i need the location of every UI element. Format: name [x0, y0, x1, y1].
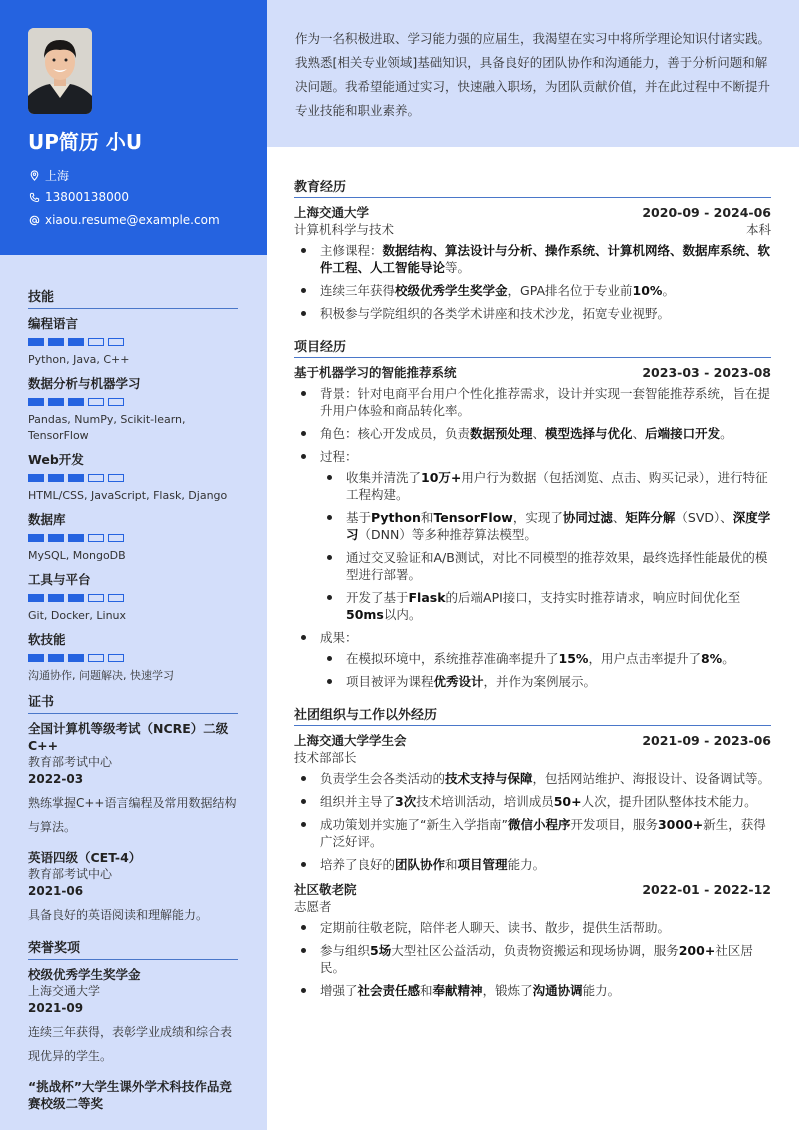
avatar [28, 28, 92, 114]
activity-org: 上海交通大学学生会 [294, 733, 407, 748]
text: ，并作为案例展示。 [483, 674, 597, 689]
activities-section [294, 704, 771, 999]
candidate-name: UP简历 小U [28, 130, 143, 154]
school-name: 上海交通大学 [294, 205, 370, 220]
skill-description: Git, Docker, Linux [28, 609, 127, 622]
activities-heading: 社团组织与工作以外经历 [294, 704, 771, 726]
skill-item [28, 315, 238, 368]
certificate-item [28, 720, 238, 839]
projects-heading: 项目经历 [294, 336, 771, 358]
bullet-item-results [294, 629, 771, 690]
education-date: 2020-09 - 2024-06 [642, 205, 771, 220]
bold-text: 数据结构、算法设计与分析、操作系统、计算机网络、数据库系统、软件工程、人工智能导论 [320, 243, 771, 275]
skill-level-segment [28, 594, 44, 602]
education-heading: 教育经历 [294, 176, 771, 198]
text: 在模拟环境中，系统推荐准确率提升了 [346, 651, 559, 666]
results-label: 成果： [320, 630, 358, 645]
bullet-item [294, 282, 771, 299]
sidebar-content [28, 286, 238, 1122]
bold-text: 数据预处理 [470, 426, 533, 441]
certificate-title: 全国计算机等级考试（NCRE）二级C++ [28, 721, 229, 753]
skill-level-segment [28, 338, 44, 346]
map-pin-icon [28, 170, 40, 182]
summary-band [267, 0, 799, 147]
bold-text: 50+ [553, 794, 582, 809]
activity-header [294, 881, 771, 898]
skill-description: Python, Java, C++ [28, 353, 130, 366]
contact-phone [28, 190, 129, 204]
text: 通过交叉验证和A/B测试，对比不同模型的推荐效果，最终选择性能最优的模型进行部署。 [346, 550, 768, 582]
certificate-description: 具备良好的英语阅读和理解能力。 [28, 908, 209, 922]
skills-section [28, 286, 238, 684]
skill-level-segment [88, 654, 104, 662]
skill-level-segment [48, 654, 64, 662]
activity-role: 技术部部长 [294, 750, 357, 765]
bold-text: Python [371, 510, 421, 525]
bullet-item-process [294, 448, 771, 623]
skill-level-segment [88, 338, 104, 346]
bold-text: 深度学习 [346, 510, 771, 542]
award-item [28, 1078, 238, 1112]
avatar-photo [28, 28, 92, 114]
text: 能力。 [582, 983, 621, 998]
bullet-item [320, 469, 771, 503]
skill-name: 工具与平台 [28, 572, 91, 587]
bold-text: 后端接口开发 [645, 426, 721, 441]
text: 参与组织 [320, 943, 371, 958]
bullet-item [294, 305, 771, 322]
bullet-item [294, 816, 771, 850]
text: 开发项目，服务 [570, 817, 658, 832]
bullet-item [320, 549, 771, 583]
skill-name: 编程语言 [28, 316, 79, 331]
bullet-item [320, 650, 771, 667]
skill-level-segment [48, 594, 64, 602]
skill-level-segment [88, 398, 104, 406]
activity-bullets [294, 919, 771, 999]
text: 用户行为数据（包括浏览、点击、购买记录），进行特征工程构建。 [346, 470, 768, 502]
activity-item [294, 881, 771, 999]
award-date: 2021-09 [28, 1001, 84, 1015]
skill-level-segment [108, 338, 124, 346]
phone-text[interactable]: 13800138000 [45, 190, 129, 204]
certificate-item [28, 849, 238, 927]
skill-level-segment [48, 474, 64, 482]
text: 、 [632, 426, 646, 441]
bold-text: 10% [632, 283, 663, 298]
bullet-item [294, 770, 771, 787]
text: 定期前往敬老院，陪伴老人聊天、读书、散步，提供生活帮助。 [320, 920, 671, 935]
text: 、 [612, 510, 626, 525]
bold-text: 矩阵分解 [625, 510, 676, 525]
certificate-issuer: 教育部考试中心 [28, 867, 113, 881]
certificates-heading: 证书 [28, 691, 238, 714]
award-description: 连续三年获得，表彰学业成绩和综合表现优异的学生。 [28, 1025, 233, 1063]
bold-text: 社会责任感 [357, 983, 421, 998]
text: 角色：核心开发成员，负责 [320, 426, 471, 441]
activity-date: 2022-01 - 2022-12 [642, 882, 771, 897]
bullet-item [294, 919, 771, 936]
skill-description: 沟通协作, 问题解决, 快速学习 [28, 669, 174, 682]
certificate-date: 2021-06 [28, 884, 84, 898]
skill-name: 软技能 [28, 632, 66, 647]
award-title: “挑战杯”大学生课外学术科技作品竞赛校级二等奖 [28, 1079, 232, 1111]
text: 积极参与学院组织的各类学术讲座和技术沙龙，拓宽专业视野。 [320, 306, 671, 321]
text: 技术培训活动，培训成员 [416, 794, 554, 809]
bold-text: 8% [700, 651, 723, 666]
text: 等。 [445, 260, 471, 275]
bullet-item [294, 856, 771, 873]
text: 收集并清洗了 [346, 470, 422, 485]
skill-level-bars [28, 398, 238, 406]
bold-text: TensorFlow [433, 510, 513, 525]
summary-text: 作为一名积极进取、学习能力强的应届生，我渴望在实习中将所学理论知识付诸实践。我熟悉[相关专业领域]基础知识，具备良好的团队协作和沟通能力，善于分析问题和解决问题。我希望能通过实习，快速融入职场，为团队贡献价值，并在此过程中不断提升专业技能和职业素养。 [295, 31, 771, 118]
award-item [28, 966, 238, 1068]
skill-level-segment [28, 398, 44, 406]
bold-text: 团队协作 [395, 857, 446, 872]
text: 、 [532, 426, 546, 441]
bold-text: Flask [408, 590, 446, 605]
skill-level-segment [108, 474, 124, 482]
text: （SVD）、 [675, 510, 733, 525]
text: 连续三年获得 [320, 283, 396, 298]
text: 。 [720, 426, 733, 441]
bullet-item [294, 982, 771, 999]
text: 社区居民。 [320, 943, 753, 975]
skills-heading: 技能 [28, 286, 238, 309]
bold-text: 微信小程序 [507, 817, 571, 832]
activity-role: 志愿者 [294, 899, 332, 914]
text: 主修课程： [320, 243, 383, 258]
bullet-item [320, 589, 771, 623]
skill-level-segment [108, 654, 124, 662]
text: 成功策划并实施了“新生入学指南” [320, 817, 508, 832]
skill-description: HTML/CSS, JavaScript, Flask, Django [28, 489, 228, 502]
process-label: 过程： [320, 449, 358, 464]
activity-bullets [294, 770, 771, 873]
bullet-item [294, 385, 771, 419]
awards-heading: 荣誉奖项 [28, 937, 238, 960]
text: ，包括网站维护、海报设计、设备调试等。 [532, 771, 771, 786]
bold-text: 校级优秀学生奖学金 [395, 283, 508, 298]
profile-header [0, 0, 267, 255]
certificate-description: 熟练掌握C++语言编程及常用数据结构与算法。 [28, 796, 237, 834]
bullet-item [294, 793, 771, 810]
contact-email [28, 213, 220, 227]
skill-level-bars [28, 594, 238, 602]
bold-text: 3次 [395, 794, 417, 809]
activity-date: 2021-09 - 2023-06 [642, 733, 771, 748]
main-content [294, 176, 771, 1013]
contact-location [28, 167, 69, 184]
text: 的后端API接口，支持实时推荐请求，响应时间优化至 [445, 590, 741, 605]
text: ，用户点击率提升了 [588, 651, 701, 666]
text: 新生，获得广泛好评。 [320, 817, 766, 849]
skill-level-segment [68, 398, 84, 406]
skill-level-segment [68, 474, 84, 482]
phone-icon [28, 191, 40, 203]
skill-level-segment [28, 654, 44, 662]
bold-text: 项目管理 [457, 857, 508, 872]
skill-description: Pandas, NumPy, Scikit-learn, TensorFlow [28, 413, 186, 442]
text: 。 [662, 283, 675, 298]
degree: 本科 [745, 222, 771, 237]
text: 项目被评为课程 [346, 674, 434, 689]
text: 和 [445, 857, 458, 872]
certificate-issuer: 教育部考试中心 [28, 755, 113, 769]
skill-level-segment [68, 594, 84, 602]
project-date: 2023-03 - 2023-08 [642, 365, 771, 380]
skill-level-segment [48, 338, 64, 346]
text: 负责学生会各类活动的 [320, 771, 446, 786]
projects-section [294, 336, 771, 690]
skill-level-segment [108, 594, 124, 602]
text: 组织并主导了 [320, 794, 396, 809]
sidebar [0, 0, 267, 1130]
activity-org: 社区敬老院 [294, 882, 357, 897]
bold-text: 模型选择与优化 [545, 426, 633, 441]
text: 增强了 [320, 983, 358, 998]
bullet-item [320, 509, 771, 543]
education-bullets [294, 242, 771, 322]
skill-description: MySQL, MongoDB [28, 549, 126, 562]
text: 和 [420, 983, 433, 998]
certificate-date: 2022-03 [28, 772, 84, 786]
bold-text: 10万+ [421, 470, 462, 485]
bullet-item [294, 242, 771, 276]
skill-level-segment [88, 534, 104, 542]
skill-level-bars [28, 474, 238, 482]
text: 开发了基于 [346, 590, 409, 605]
activity-item [294, 732, 771, 873]
bold-text: 50ms [346, 607, 384, 622]
bullet-item [294, 942, 771, 976]
skill-level-segment [48, 398, 64, 406]
text: 人次，提升团队整体技术能力。 [581, 794, 757, 809]
bold-text: 3000+ [657, 817, 704, 832]
skill-item [28, 375, 238, 444]
skill-name: 数据分析与机器学习 [28, 376, 141, 391]
text: ，锻炼了 [482, 983, 533, 998]
major: 计算机科学与技术 [294, 222, 395, 237]
text: ，实现了 [512, 510, 563, 525]
bullet-item [294, 425, 771, 442]
bold-text: 15% [558, 651, 589, 666]
skill-level-segment [68, 338, 84, 346]
text: （DNN）等多种推荐算法模型。 [358, 527, 537, 542]
bold-text: 协同过滤 [562, 510, 613, 525]
skill-item [28, 631, 238, 684]
education-section [294, 176, 771, 322]
bold-text: 5场 [370, 943, 392, 958]
awards-section [28, 937, 238, 1112]
certificate-title: 英语四级（CET-4） [28, 850, 142, 865]
location-text: 上海 [45, 169, 70, 183]
skill-level-segment [108, 534, 124, 542]
activity-header [294, 732, 771, 749]
skill-level-bars [28, 654, 238, 662]
text: 。 [722, 651, 735, 666]
skill-item [28, 511, 238, 564]
award-issuer: 上海交通大学 [28, 984, 101, 998]
award-title: 校级优秀学生奖学金 [28, 967, 141, 982]
text: 和 [420, 510, 434, 525]
results-sublist [320, 650, 771, 690]
skill-level-segment [28, 534, 44, 542]
certificates-section [28, 691, 238, 927]
skill-level-segment [108, 398, 124, 406]
skill-level-bars [28, 534, 238, 542]
project-bullets [294, 385, 771, 690]
at-icon [28, 214, 40, 226]
text: 能力。 [507, 857, 546, 872]
skill-level-segment [48, 534, 64, 542]
text: ，GPA排名位于专业前 [507, 283, 633, 298]
email-text[interactable]: xiaou.resume@example.com [45, 213, 220, 227]
bold-text: 优秀设计 [433, 674, 484, 689]
project-title: 基于机器学习的智能推荐系统 [294, 365, 457, 380]
skill-level-segment [28, 474, 44, 482]
text: 大型社区公益活动，负责物资搬运和现场协调，服务 [391, 943, 679, 958]
text: 背景：针对电商平台用户个性化推荐需求，设计并实现一套智能推荐系统，旨在提升用户体验和商品转化率。 [320, 386, 771, 418]
text: 基于 [346, 510, 372, 525]
skill-level-segment [88, 594, 104, 602]
bold-text: 技术支持与保障 [445, 771, 533, 786]
bullet-item [320, 673, 771, 690]
bold-text: 200+ [678, 943, 716, 958]
text: 以内。 [383, 607, 422, 622]
text: 培养了良好的 [320, 857, 396, 872]
skill-level-bars [28, 338, 238, 346]
skill-level-segment [88, 474, 104, 482]
process-sublist [320, 469, 771, 623]
skill-item [28, 571, 238, 624]
skill-item [28, 451, 238, 504]
skill-name: Web开发 [28, 452, 84, 467]
bold-text: 奉献精神 [432, 983, 483, 998]
skill-name: 数据库 [28, 512, 66, 527]
bold-text: 沟通协调 [532, 983, 583, 998]
skill-level-segment [68, 654, 84, 662]
skill-level-segment [68, 534, 84, 542]
